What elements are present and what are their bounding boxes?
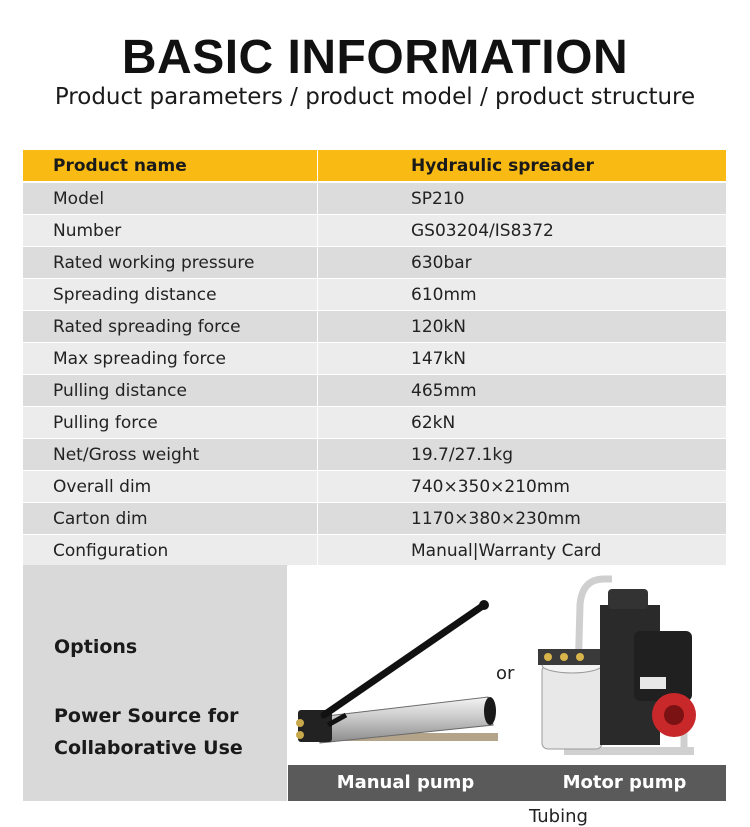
- row-value: Manual|Warranty Card: [318, 535, 726, 567]
- motor-pump-caption: Motor pump: [562, 772, 687, 793]
- tubing-text: Tubing: [529, 806, 588, 827]
- spec-table: [23, 150, 726, 567]
- row-key: Max spreading force: [23, 343, 318, 375]
- table-row: [23, 183, 726, 215]
- page-title: BASIC INFORMATION: [121, 31, 629, 84]
- table-row: [23, 439, 726, 471]
- table-row: [23, 311, 726, 343]
- row-key: Spreading distance: [23, 279, 318, 311]
- caption-bar: [288, 765, 726, 801]
- row-value: 1170×380×230mm: [318, 503, 726, 535]
- table-row: [23, 279, 726, 311]
- row-key: Net/Gross weight: [23, 439, 318, 471]
- table-row: [23, 535, 726, 567]
- manual-pump-caption: Manual pump: [336, 772, 475, 793]
- table-row: [23, 247, 726, 279]
- table-header-row: [23, 150, 726, 183]
- table-row: [23, 407, 726, 439]
- power-source-label: Power Source for Collaborative Use: [54, 705, 243, 759]
- or-text: or: [496, 663, 515, 684]
- row-key: Pulling distance: [23, 375, 318, 407]
- page-subtitle: Product parameters / product model / product structure: [54, 84, 696, 110]
- row-key: Number: [23, 215, 318, 247]
- motor-pump-image: [534, 565, 724, 765]
- pump-images-panel: [288, 565, 726, 801]
- row-value: 120kN: [318, 311, 726, 343]
- row-key: Model: [23, 183, 318, 215]
- table-row: [23, 215, 726, 247]
- row-value: 19.7/27.1kg: [318, 439, 726, 471]
- row-key: Rated working pressure: [23, 247, 318, 279]
- row-key: Configuration: [23, 535, 318, 567]
- header-key: Product name: [23, 150, 318, 183]
- row-value: 62kN: [318, 407, 726, 439]
- row-value: 147kN: [318, 343, 726, 375]
- row-key: Rated spreading force: [23, 311, 318, 343]
- row-key: Overall dim: [23, 471, 318, 503]
- row-value: 465mm: [318, 375, 726, 407]
- row-value: GS03204/IS8372: [318, 215, 726, 247]
- row-value: SP210: [318, 183, 726, 215]
- row-value: 610mm: [318, 279, 726, 311]
- options-label: Options: [54, 636, 138, 658]
- row-key: Pulling force: [23, 407, 318, 439]
- row-value: 630bar: [318, 247, 726, 279]
- manual-pump-image: [288, 565, 498, 765]
- header-value: Hydraulic spreader: [318, 150, 726, 183]
- table-row: [23, 343, 726, 375]
- table-row: [23, 503, 726, 535]
- table-row: [23, 471, 726, 503]
- options-panel: [23, 565, 287, 801]
- table-row: [23, 375, 726, 407]
- row-value: 740×350×210mm: [318, 471, 726, 503]
- row-key: Carton dim: [23, 503, 318, 535]
